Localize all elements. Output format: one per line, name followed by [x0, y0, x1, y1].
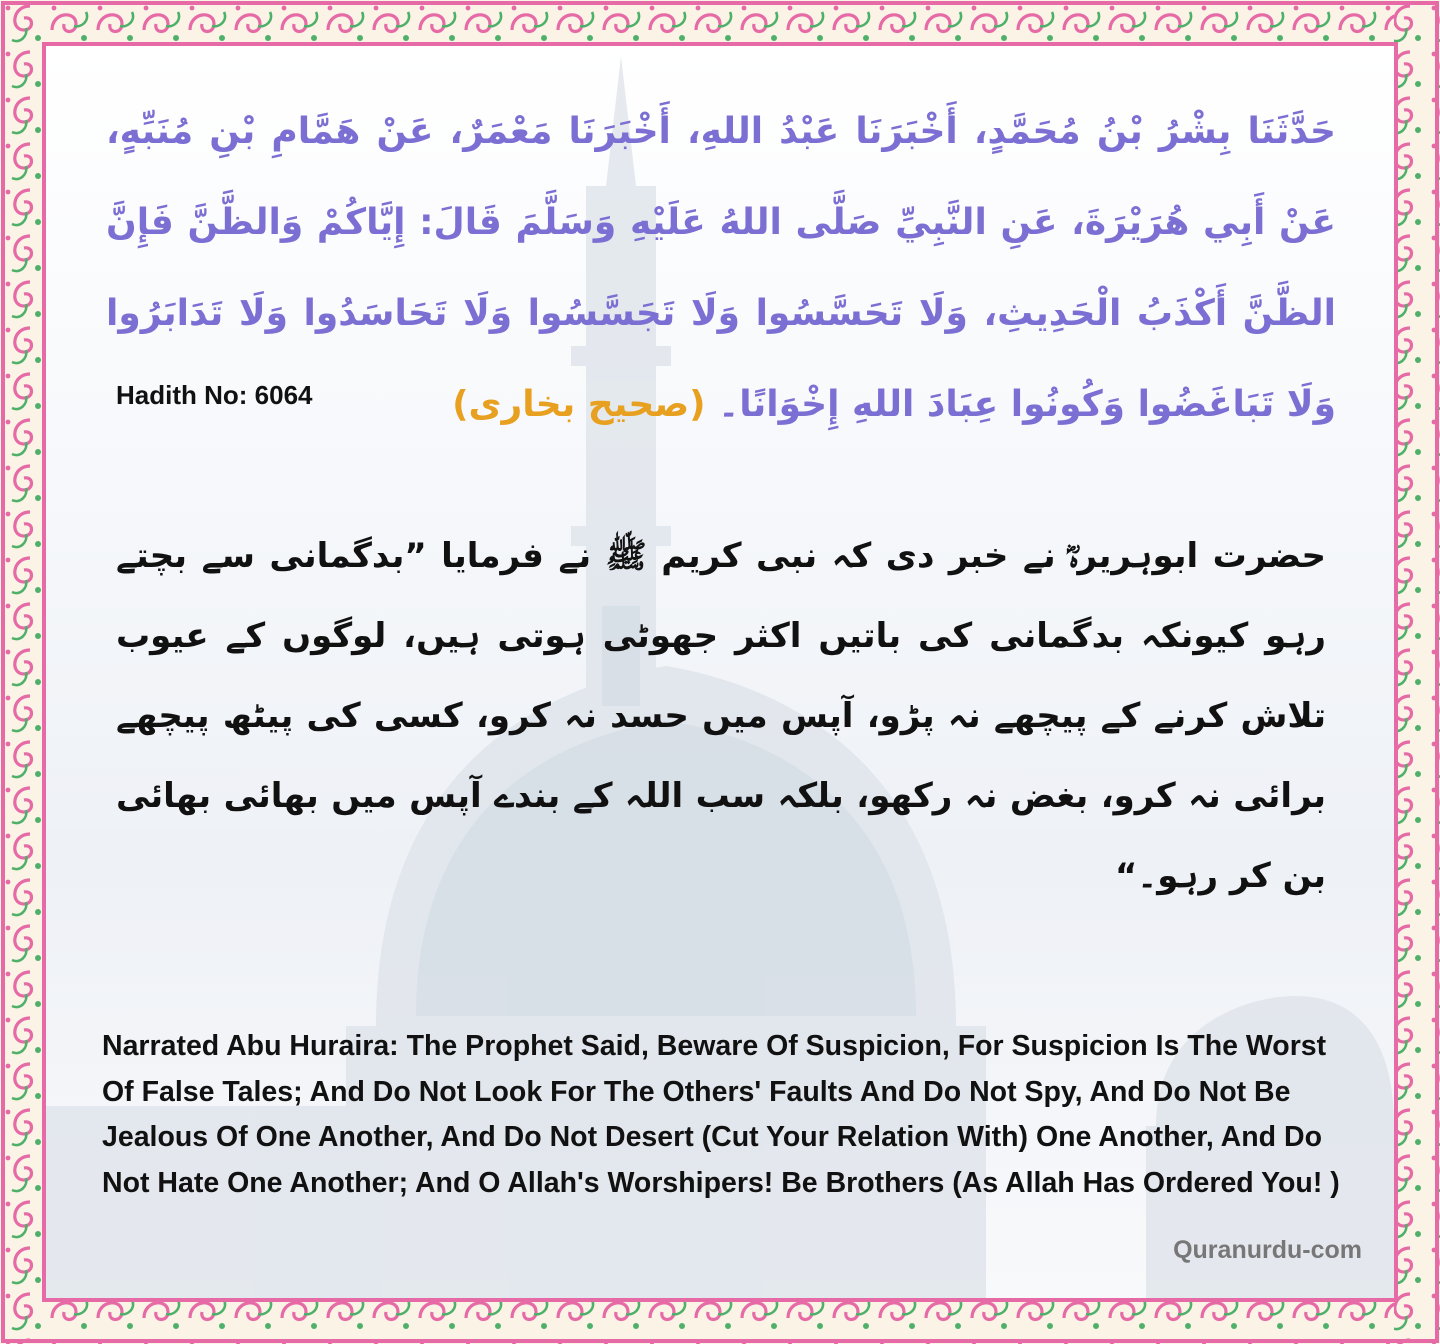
english-translation: Narrated Abu Huraira: The Prophet Said, Beware Of Suspicion, For Suspicion Is The Worst Of False Tales; And Do Not Look For The Others' Faults And Do Not Spy, And Do Not Be Jealous Of One Another, And Do Not Desert (Cut Your Relation With) One Another, And Do Not Hate One Another; And O Allah's Worshipers! Be Brothers (As Allah Has Ordered You! ) — [102, 1030, 1340, 1199]
hadith-number: Hadith No: 6064 — [116, 380, 313, 410]
site-watermark: Quranurdu-com — [1173, 1236, 1362, 1264]
source-label: (صحیح بخاری) — [452, 384, 706, 425]
content-panel — [46, 46, 1394, 1298]
urdu-translation: حضرت ابوہریرہؓ نے خبر دی کہ نبی کریم ﷺ نے فرمایا ”بدگمانی سے بچتے رہو کیونکہ بدگمانی کی باتیں اکثر جھوٹی ہوتی ہیں، لوگوں کے عیوب تلاش کرنے کے پیچھے نہ پڑو، آپس میں حسد نہ کرو، کسی کی پیٹھ پیچھے برائی نہ کرو، بغض نہ رکھو، بلکہ سب اللہ کے بندے آپس میں بھائی بھائی بن کر رہو۔“ — [116, 536, 1326, 896]
arabic-hadith-body: حَدَّثَنَا بِشْرُ بْنُ مُحَمَّدٍ، أَخْبَرَنَا عَبْدُ اللهِ، أَخْبَرَنَا مَعْمَرٌ، عَنْ هَمَّامِ بْنِ مُنَبِّهٍ، عَنْ أَبِي هُرَيْرَةَ، عَنِ النَّبِيِّ صَلَّى اللهُ عَلَيْهِ وَسَلَّمَ قَالَ: إِيَّاكُمْ وَالظَّنَّ فَإِنَّ الظَّنَّ أَكْذَبُ الْحَدِيثِ، وَلَا تَحَسَّسُوا وَلَا تَجَسَّسُوا وَلَا تَحَاسَدُوا وَلَا تَدَابَرُوا وَلَا تَبَاغَضُوا وَكُونُوا عِبَادَ اللهِ إِخْوَانًا۔ — [106, 111, 1336, 425]
